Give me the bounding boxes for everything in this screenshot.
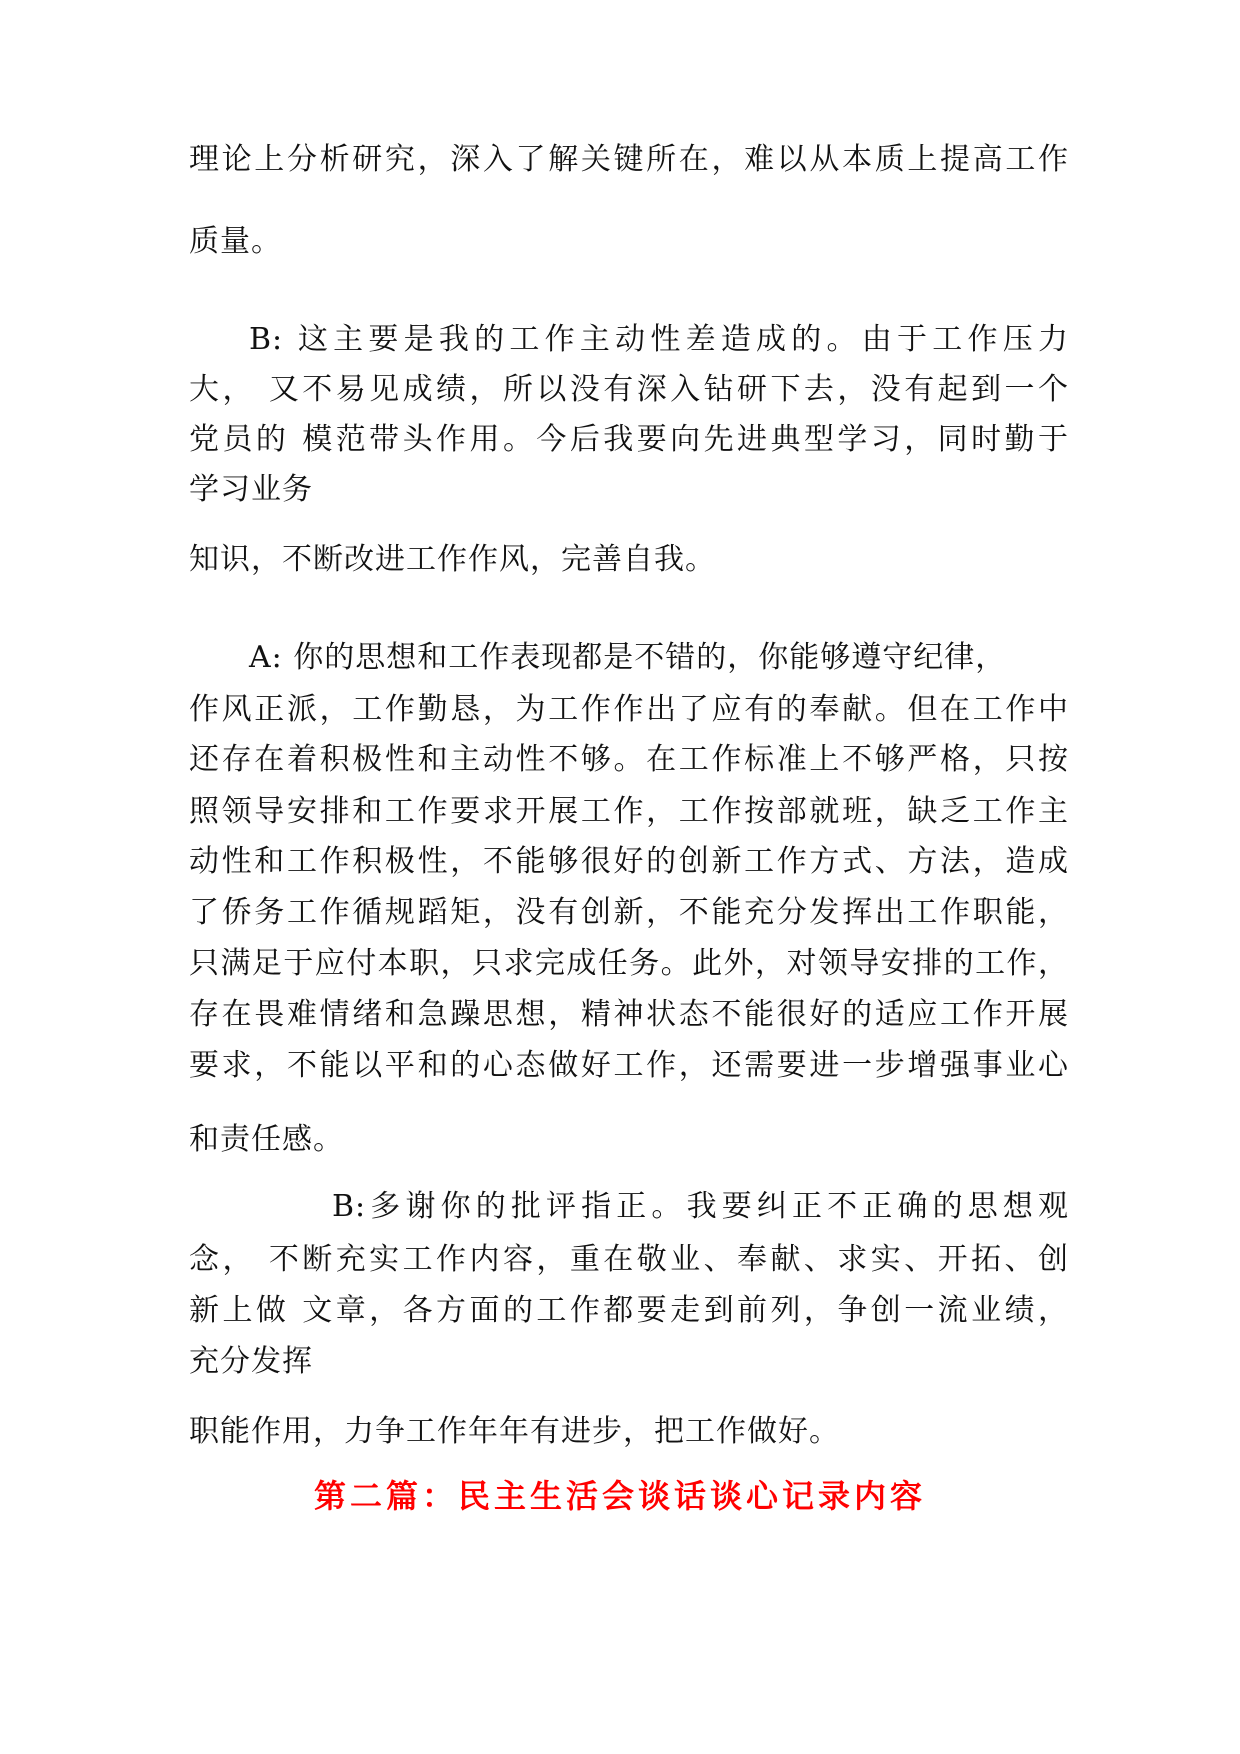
text-line: 要求，不能以平和的心态做好工作，还需要进一步增强事业心 bbox=[189, 1048, 1069, 1083]
text-line: 照领导安排和工作要求开展工作，工作按部就班，缺乏工作主 bbox=[189, 794, 1069, 829]
text-line: 充分发挥 bbox=[189, 1344, 313, 1379]
text-line: 和责任感。 bbox=[189, 1122, 344, 1157]
text-line: 动性和工作积极性，不能够很好的创新工作方式、方法，造成 bbox=[189, 844, 1069, 879]
text-line: 存在畏难情绪和急躁思想，精神状态不能很好的适应工作开展 bbox=[189, 997, 1069, 1032]
text-line: 理论上分析研究，深入了解关键所在，难以从本质上提高工作 bbox=[189, 142, 1069, 177]
text-line: 质量。 bbox=[189, 224, 282, 259]
text-line: B: 这主要是我的工作主动性差造成的。由于工作压力 bbox=[249, 322, 1069, 357]
text-line: 学习业务 bbox=[189, 472, 313, 507]
text-line: 党员的 模范带头作用。今后我要向先进典型学习，同时勤于 bbox=[189, 422, 1069, 457]
text-line: 只满足于应付本职，只求完成任务。此外，对领导安排的工作， bbox=[189, 946, 1069, 981]
section-title: 第二篇：民主生活会谈话谈心记录内容 bbox=[313, 1477, 926, 1515]
text-line: 新上做 文章，各方面的工作都要走到前列，争创一流业绩， bbox=[189, 1293, 1069, 1328]
text-line: 还存在着积极性和主动性不够。在工作标准上不够严格，只按 bbox=[189, 742, 1069, 777]
text-line: 念， 不断充实工作内容，重在敬业、奉献、求实、开拓、创 bbox=[189, 1242, 1069, 1277]
text-line: 大， 又不易见成绩，所以没有深入钻研下去，没有起到一个 bbox=[189, 372, 1069, 407]
text-line: A: 你的思想和工作表现都是不错的，你能够遵守纪律， bbox=[249, 640, 1007, 675]
text-line: B:多谢你的批评指正。我要纠正不正确的思想观 bbox=[332, 1189, 1069, 1224]
text-line: 作风正派，工作勤恳，为工作作出了应有的奉献。但在工作中 bbox=[189, 692, 1069, 727]
text-line: 了侨务工作循规蹈矩，没有创新，不能充分发挥出工作职能， bbox=[189, 895, 1069, 930]
text-line: 知识，不断改进工作作风，完善自我。 bbox=[189, 542, 716, 577]
text-line: 职能作用，力争工作年年有进步，把工作做好。 bbox=[189, 1414, 840, 1449]
